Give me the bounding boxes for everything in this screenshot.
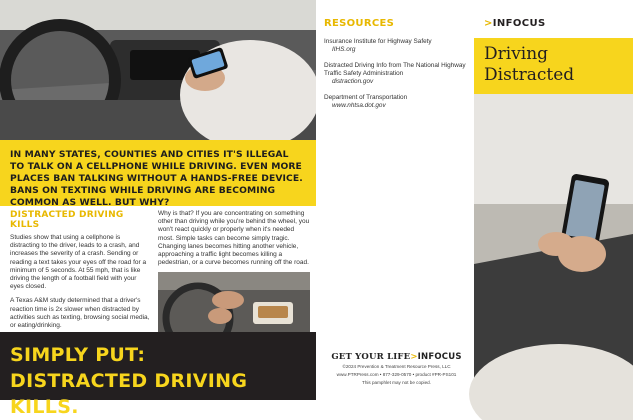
phone-in-hands-photo — [474, 94, 633, 400]
resource-name: Department of Transportation — [324, 94, 408, 101]
tagline-arrow: > — [410, 352, 418, 362]
cover-title-line-2: Distracted — [484, 65, 575, 85]
column-b — [158, 210, 310, 273]
resources-title: RESOURCES — [324, 18, 395, 29]
resource-url[interactable]: distraction.gov — [332, 78, 374, 85]
paragraph-study-reaction: A Texas A&M study determined that a driver's reaction time is 2x slower when distracted by activities such as texting, browsing social media, or eating/drinking. — [10, 297, 150, 330]
logo-arrow: > — [484, 18, 493, 29]
closing-band — [0, 332, 316, 418]
paragraph-why: Why is that? If you are concentrating on something other than driving while you're behind the wheel, you won't react quickly or properly when it's needed most. Simple tasks can become simply tragic. Changing lanes becomes hitting another vehicle, approaching a traffic light becomes killing a pedestrian, or a curve becomes running off the road. — [158, 210, 310, 267]
driver-texting-photo — [0, 0, 316, 140]
driver-eating-photo — [158, 272, 310, 332]
right-panel — [474, 0, 633, 400]
car-interior-illustration — [0, 0, 316, 140]
resource-name: Insurance Institute for Highway Safety — [324, 38, 432, 45]
resource-item — [324, 94, 469, 110]
cover-title-line-1: Driving — [484, 44, 549, 64]
resource-url[interactable]: www.nhtsa.dot.gov — [332, 102, 386, 109]
intro-band — [0, 140, 316, 206]
left-panel — [0, 0, 316, 418]
tagline — [324, 352, 469, 362]
resource-item — [324, 62, 469, 86]
resource-url[interactable]: IIHS.org — [332, 46, 356, 53]
infocus-logo — [484, 18, 546, 29]
section-title: DISTRACTED DRIVING KILLS — [10, 210, 124, 230]
tagline-block — [324, 352, 469, 386]
paragraph-studies: Studies show that using a cellphone is distracting to the driver, leads to a crash, and increases the severity of a crash. Sending or reading a text takes your eyes off the road for a minimum of 5 seconds. At 55 mph, that is like driving the length of a football field with your eyes closed. — [10, 234, 147, 291]
fine-print-notice: This pamphlet may not be copied. — [362, 380, 431, 385]
intro-text: IN MANY STATES, COUNTIES AND CITIES IT'S ILLEGAL TO TALK ON A CELLPHONE WHILE DRIVING. EVEN MORE PLACES BAN TALKING WITHOUT A HANDS-FREE DEVICE. BANS ON TEXTING WHILE DRIVING ARE BECOMING COMMON AS WELL. BUT WHY? — [10, 149, 303, 208]
closing-line-2: DISTRACTED DRIVING KILLS. — [10, 370, 248, 418]
closing-line-1: SIMPLY PUT: — [10, 344, 146, 366]
fine-print-copyright: ©2024 Prevention & Treatment Resource Press, LLC — [342, 364, 451, 369]
logo-text: INFOCUS — [492, 18, 546, 29]
resources-list — [324, 38, 469, 118]
driver-eating-illustration — [158, 272, 310, 332]
phone-hands-illustration — [474, 94, 633, 400]
title-band — [474, 38, 633, 94]
fine-print-contact: www.PTRPress.com • 877-329-0570 • product #PR-PS101 — [336, 372, 457, 377]
middle-panel — [316, 0, 474, 400]
column-a — [10, 210, 150, 336]
tagline-prefix: GET YOUR LIFE — [331, 352, 411, 362]
tagline-brand: INFOCUS — [417, 352, 462, 362]
resource-item — [324, 38, 469, 54]
resource-name: Distracted Driving Info from The National Highway Traffic Safety Administration — [324, 62, 466, 77]
